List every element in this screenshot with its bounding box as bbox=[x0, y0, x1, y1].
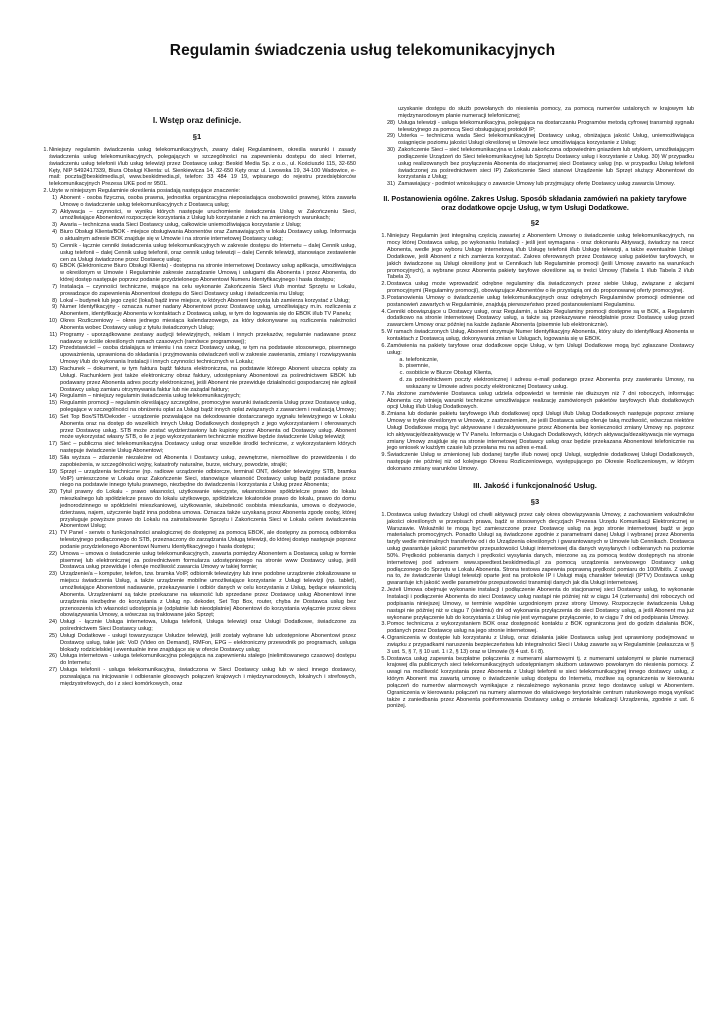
definition-item-text: Umowa – umowa o świadczenie usług telekomunikacyjnych, zawarta pomiędzy Abonentem a Dostawcą usług w formie pisemnej lub elektronicznej za pośrednictwem formularza udostępnionego na stronie www Dostawcy usług, jeśli Dostawca usług przewiduje i oferuje możliwość zawarcia Umowy w takiej formie; bbox=[60, 550, 356, 571]
list-item-text: Jeżeli Umowa obejmuje wykonanie instalacji i podłączenie Abonenta do stacjonarnej sieci Dostawcy usług, to wykonanie Instalacji i podłączenie Abonenta do sieci Dostawcy usług nastąpi nie później niż w ciągu 14 (czternastu) dni roboczych od podpisania niniejszej Umowy, w terminie wspólnie uzgodnionym przez strony Umowy. Rozpoczęcie świadczenia Usług nastąpi nie później niż w ciągu 7 (siedmiu) dni od wykonania przyłączenia do sieci Dostawcy usług, a jeśli Abonent ma już wykonane przyłączenie lub do korzystania z Usług nie jest wymagane przyłączenie, to w ciągu 7 dni od podpisania Umowy. bbox=[387, 587, 694, 621]
list-item-number: 3. bbox=[381, 621, 386, 628]
definition-item bbox=[38, 222, 356, 229]
definition-item bbox=[38, 530, 356, 551]
list-item-text: Dostawca usług świadczy Usługi od chwili aktywacji przez cały okres obowiązywania Umowy, z zachowaniem wskaźników jakości określonych w przepisach prawa, bądź w stosownych decyzjach Prezesa Urzędu Komunikacji Elektronicznej w Warszawie. Wskaźniki te mogą być zamieszczone przez Dostawcę usług na jego stronie internetowej bądź w jego materiałach promocyjnych. Ponadto Usługi są świadczone zgodnie z parametrami danej Usługi i wybranej przez Abonenta taryfy wedle minimalnych transferów od i do Urządzenia określonych i gwarantowanych w Umowie lub Cennikach. Dostawca usług gwarantuje jakość parametrów przepustowości Usługi internetowej dla danych wysyłanych i odbieranych na poziomie 50%. Prędkości pobierania danych i prędkości wysyłania danych, mierzone są za pomocą testów dostępnych na stronie internetowej pod adresem www.speedtest.beskidmedia.pl za pomocą urządzenia serwisowego Dostawcy usług podłączonego do Sprzętu w Lokalu Abonenta. Strona testowa zapewnia poprawną prędkość pomiaru do 100Mbit/s. Z uwagi na to, że świadczenie Usługi telewizji oparte jest na protokole IP i Usługi mają charakter telewizji (IPTV) Dostawca usług gwarantuje ich jakość wedle parametrów przepustowości transmisji danych jak dla Usługi internetowej. bbox=[387, 511, 694, 587]
definition-item-text: Usługi Dodatkowe - usługi towarzyszące Usłudze telewizji, jeśli zostały wybrane lub udostępnione Abonentowi przez Dostawcę usług, takie jak: VoD (Video on Demand), RMFon, EPG – elektroniczny przewodnik po programach, usługa blokady rodzicielskiej i ewentualnie inne znajdujące się w ofercie Dostawcy usług; bbox=[60, 632, 356, 653]
sub-list-item-number: d. bbox=[399, 377, 404, 384]
list-item bbox=[376, 512, 694, 587]
sub-list-item-number: b. bbox=[399, 363, 404, 370]
list-item bbox=[38, 147, 356, 188]
list-item-number: 8. bbox=[381, 411, 386, 418]
definition-item-number: 2) bbox=[52, 208, 57, 215]
definition-item bbox=[38, 284, 356, 298]
definition-item-number: 25) bbox=[48, 632, 57, 639]
definition-item-text: Usługi - łącznie Usługa internetowa, Usługa telefonii, Usługa telewizji oraz Usługi Dodatkowe, świadczone za pośrednictwem Sieci Dostawcy usług; bbox=[60, 619, 356, 633]
definition-item-text: Cennik - łącznie cenniki świadczenia usług telekomunikacyjnych w zakresie dostępu do Internetu – dalej Cennik usług, usług telefonii – dalej Cennik usług telefonii, oraz cennik usług telewizji – dalej Cennik telewizji, stanowiące zestawienie cen za Usługi świadczone przez Dostawcę usług; bbox=[60, 242, 356, 263]
sub-list-item-text: telefonicznie, bbox=[406, 356, 439, 363]
paragraph-sign-1: §1 bbox=[192, 132, 202, 141]
definition-item-number: 5) bbox=[52, 242, 57, 249]
list-item-number: 5. bbox=[381, 329, 386, 336]
definition-item-number: 13) bbox=[48, 366, 57, 372]
definition-item-number: 23) bbox=[48, 571, 57, 578]
list-item bbox=[376, 656, 694, 711]
numbered-list bbox=[376, 233, 694, 356]
list-item-text: Dostawca usług zapewnia bezpłatne połączenia z numerami alarmowymi tj. z numerami ustalonymi w planie numeracji krajowej dla publicznych sieci telekomunikacyjnych udostępnianym służbom ustawowo powołanym do niesienia pomocy. Z uwagi na możliwość korzystania przez Abonenta z Usługi telefonii w sieci telekomunikacyjnej innego dostawcy usług, z którym Abonent ma zawartą umowę o świadczenie usług dostępu do Internetu, możliwe są ograniczenia w kierowaniu połączeń do numerów alarmowych wynikające z niezależnego wykonania przez tego dostawcę usługi w Abonentem. Ograniczenia w kierowaniu połączeń na numery alarmowe do właściwego terytorialnie centrum ratunkowego mogą wynikać także z zaniedbania przez Abonenta poinformowania Dostawcy usług o zmianie lokalizacji Urządzenia, zgodnie z ust. 6 poniżej. bbox=[387, 655, 694, 710]
definition-item-number: 21) bbox=[48, 530, 57, 537]
definition-item bbox=[38, 243, 356, 264]
list-item-number: 3. bbox=[381, 294, 386, 301]
sub-list-item bbox=[376, 357, 694, 364]
definition-item bbox=[38, 304, 356, 318]
definition-item-text: TV Panel - serwis o funkcjonalności analogicznej do dostępnej za pomocą EBOK, ale dostępny za pomocą odbiornika telewizyjnego podłączonego do STB, przeznaczony do zarządzania Usługą telewizji, do której dostęp następuje poprzez podanie przydzielonego Abonentowi Numeru Identyfikacyjnego i hasła dostępu; bbox=[60, 530, 356, 550]
definition-item-text: Urządzenie/a – komputer, telefon, tzw. bramka VoIP, odbiornik telewizyjny lub inne podobne urządzenie zlokalizowane w miejscu świadczenia Usług, a także urządzenie mobilne umożliwiające korzystanie z Usługi telewizji (np. tablet), umożliwiające Abonentowi nadawanie, przekazywanie i odbiór danych w celu korzystania z Usług, będące własnością Abonenta. Urządzeniami są także przekazane na własność lub sprzedane przez Dostawcę usług Abonentowi inne urządzenia niezbędne do korzystania z Usług np. dekoder, Set Top Box, router, chyba że Dostawca usług bez przenoszenia ich własności udostępnia je (odpłatnie lub nieodpłatnie) Abonentowi do korzystania wyłącznie przez okres obowiązywania Umowy, a wówczas są traktowane jako Sprzęt; bbox=[60, 571, 356, 619]
list-item bbox=[376, 281, 694, 295]
definition-item bbox=[38, 551, 356, 572]
sub-list-item-text: za pośrednictwem poczty elektronicznej i adresu e-mail podanego przez Abonenta przy zawieraniu Umowy, na wskazany w Umowie adres poczty elektronicznej Dostawcy usług. bbox=[406, 377, 694, 390]
list-item-number: 4. bbox=[381, 308, 386, 315]
list-item bbox=[376, 587, 694, 621]
definition-item-text: Set Top Box/STB/Dekoder - urządzenie pozwalające na dekodowanie dostarczanego sygnału telewizyjnego w Lokalu Abonenta oraz na dostęp do wszelkich innych Usług Dodatkowych dostępnych z jego wykorzystaniem i oferowanych przez Dostawcę usług. STB może zostać wydzierżawiony lub kupiony przez Abonenta od Dostawcy usług. Abonent może wykorzystać własny STB, o ile z jego wykorzystaniem technicznie możliwe będzie świadczenie Usług telewizji; bbox=[60, 413, 356, 441]
definition-item bbox=[38, 195, 356, 209]
definition-item-text: Usterka – techniczna wada Sieci telekomunikacyjnej Dostawcy usług, obniżająca jakość Usług, uniemożliwiająca osiągnięcie poziomu jakości Usługi określonej w Umowie lecz umożliwiająca korzystanie z Usług; bbox=[398, 133, 694, 147]
list-item-text: Świadczenie Usług w zmienionej lub dodanej taryfie i/lub nowej opcji Usługi, względnie dodatkowej Usługi Dodatkowych, następuje nie później niż od kolejnego Okresu Rozliczeniowego, występującego po Okresie Rozliczeniowym, w którym dokonano zmiany warunków Umowy. bbox=[387, 452, 694, 472]
list-item-number: 7. bbox=[381, 390, 386, 397]
definition-item-text: Siła wyższa – zdarzenie niezależne od Abonenta i Dostawcy usług, zewnętrzne, niemożliwe do przewidzenia i do zapobieżenia, w szczególności wojny, katastrofy naturalne, burze, wichury, powodzie, strajki; bbox=[60, 454, 356, 468]
definition-item-number: 30) bbox=[386, 147, 395, 154]
definition-item-text: Zamawiający - podmiot wnioskujący o zawarcie Umowy lub przyjmujący ofertę Dostawcy usług zawarcia Umowy. bbox=[398, 181, 676, 188]
list-item-number: 2. bbox=[43, 188, 48, 195]
definition-item bbox=[38, 263, 356, 284]
list-item-number: 4. bbox=[381, 635, 386, 642]
list-item-text: Cenniki obowiązujące u Dostawcy usług, oraz Regulamin, a także Regulaminy promocji dostępne są w BOK, a Regulamin dodatkowo na stronie internetowej Dostawcy usług, a także są przekazywane nieodpłatnie przez Dostawcę usług przed zawarciem Umowy oraz później na każde żądanie Abonenta (pisemnie lub elektronicznie). bbox=[387, 308, 694, 329]
definition-item-text: Usługa telewizji - usługa telekomunikacyjna, polegająca na dostarczaniu Programów metodą cyfrowej transmisji sygnału telewizyjnego za pomocą Sieci obsługującej protokół IP; bbox=[398, 119, 694, 133]
definition-item-text: Sieć – publiczna sieć telekomunikacyjna Dostawcy usług oraz wszelkie środki techniczne, z wykorzystaniem których następuje świadczenie Usług Abonentowi; bbox=[60, 441, 356, 455]
definition-item-text: Biuro Obsługi Klienta/BOK - miejsce obsługiwania Abonentów oraz Zamawiających w lokalu Dostawcy usług. Informacja o aktualnym adresie BOK znajduje się w Umowie i na stronie internetowej Dostawcy usług; bbox=[60, 229, 356, 242]
list-item-number: 2. bbox=[381, 587, 386, 594]
list-item bbox=[38, 188, 356, 195]
list-item bbox=[376, 329, 694, 343]
numbered-list bbox=[376, 512, 694, 710]
definition-item-text: Instalacja – czynności techniczne, mające na celu wykonanie Zakończenia Sieci i/lub montaż Sprzętu w Lokalu, prowadzące do zapewnienia Abonentowi dostępu do Sieci Dostawcy usług i świadczenia mu Usług; bbox=[60, 283, 356, 297]
definition-item-number: 26) bbox=[48, 653, 57, 660]
paragraph-sign-2: §2 bbox=[530, 218, 540, 228]
definition-item-text: Awaria – techniczna wada Sieci Dostawcy usług, całkowicie uniemożliwiająca korzystanie z Usług; bbox=[60, 222, 302, 229]
list-item bbox=[376, 621, 694, 635]
list-item-text: Zmiana lub dodanie pakietu taryfowego i/lub dodatkowej opcji Usługi i/lub Usług Dodatkowych następuje poprzez zmianę Umowy w trybie określonym w Umowie, z zastrzeżeniem, że jeśli Dostawca usług oferuje taką możliwość, wówczas niektóre Usługi Dodatkowe mogą być aktywowane i dezaktywowane przez Abonenta bez konieczności zmiany Umowy np. poprzez ich aktywację/dezaktywację w TV Panelu. Informacja o Usługach Dodatkowych, których aktywacja/dezaktywacja nie wymaga zmiany Umowy znajduje się na stronie internetowej Dostawcy usług oraz będzie przekazana Abonentowi telefonicznie na jego wniosek w każdym czasie lub przesłana mu na adres e-mail. bbox=[387, 411, 694, 452]
definition-item-number: 1) bbox=[52, 194, 57, 201]
definition-item-text: Rachunek – dokument, w tym faktura bądź faktura elektroniczna, na podstawie którego Abonent uiszcza opłaty za Usługi. Rachunkiem jest także elektroniczny obraz faktury, udostępniany Abonentowi za pośrednictwem EBOK lub podawany przez Abonenta adres poczty elektronicznej, jeśli Abonent nie przewiduje działalności gospodarczej nie zgłosił Dostawcy usług zamiaru otrzymywania faktur lub nie zażądał faktury; bbox=[60, 366, 356, 393]
sub-list-item-text: osobiście w Biurze Obsługi Klienta, bbox=[406, 370, 493, 377]
list-item-text: Zamówienia na pakiety taryfowe oraz dodatkowe opcje Usług, w tym Usługi Dodatkowe mogą być zgłaszane Dostawcy usług: bbox=[387, 342, 694, 356]
definition-item-number: 14) bbox=[48, 393, 57, 400]
numbered-list bbox=[376, 391, 694, 473]
definition-item-text: Numer Identyfikacyjny - oznacza numer nadany Abonentowi przez Dostawcę usług, umożliwiający m.in. rozliczenia z Abonentem, identyfikację Abonenta w kontaktach z Dostawcą usług, w tym do logowania się do EBOK i/lub TV Panelu; bbox=[60, 304, 356, 318]
list-item-text: W ramach świadczonych Usług, Abonent otrzymuje Numer Identyfikacyjny Abonenta, który służy do identyfikacji Abonenta w kontaktach z Dostawcą usług, dokonywania zmian w Usługach, logowania się w EBOK. bbox=[387, 329, 694, 342]
definition-item-number: 24) bbox=[48, 619, 57, 626]
paragraph-sign-3: §3 bbox=[530, 496, 540, 506]
definition-item-number: 10) bbox=[48, 318, 57, 325]
definition-item bbox=[376, 133, 694, 147]
list-item-text: Na złożone zamówienie Dostawca usług udziela odpowiedzi w terminie nie dłuższym niż 7 dni roboczych, informując Abonenta czy istnieją warunki techniczne umożliwiające realizację zamówionych pakietów taryfowych i/lub dodatkowych opcji Usług i/lub Usług Dodatkowych. bbox=[387, 390, 694, 411]
definition-item-number: 28) bbox=[386, 119, 395, 126]
definition-item bbox=[376, 106, 694, 120]
definition-item-text: Usługa internetowa - usługa telekomunikacyjna polegająca na zapewnieniu stałego (nielimitowanego czasowo) dostępu do Internetu; bbox=[60, 653, 356, 667]
list-item-text: Niniejszy regulamin świadczenia usług telekomunikacyjnych, zwany dalej Regulaminem, określa warunki i zasady świadczenia usług telekomunikacyjnych, polegających w szczególności na zapewnieniu dostępu do sieci Internet, świadczeniu usług telefonii i/lub usług telewizji przez Dostawcę usług: Beskid Media Sp. z o.o., ul. Kościuszki 115, 32-650 Kęty, NIP 5492417339, Biura Obsługi Klienta: ul. Sienkiewicza 14, 32-650 Kęty oraz ul. Lwowska 19, 34-100 Wadowice, e-mail: poczta@beskidmedia.pl, www.beskidmedia.pl, telefon: 33 484 19 19, wpisanego do rejestru przedsiębiorców telekomunikacyjnych Prezesa UKE pod nr 9501. bbox=[49, 147, 356, 188]
definition-item-number: 15) bbox=[48, 400, 57, 407]
left-column bbox=[38, 112, 356, 1017]
definition-item bbox=[38, 489, 356, 530]
list-item-text: Ograniczenia w dostępie lub korzystaniu z Usług, oraz działania jakie Dostawca usług jest uprawniony podejmować w związku z przypadkami naruszenia bezpieczeństwa lub integralności Sieci i Usług zawarte są w Regulaminie (zwłaszcza w § 3 ust. 5, § 7, § 10 ust. 1 i 2, § 13) oraz w Umowie (§ 4 ust. 6 i 8). bbox=[387, 635, 694, 655]
definition-item bbox=[38, 318, 356, 332]
definition-item bbox=[38, 619, 356, 633]
definition-item-text: Zakończenie Sieci – sieć telekomunikacyjna w Lokalu zakończona odpowiednim gniazdem lub wtykiem, umożliwiającym podłączenie Urządzeń do Sieci telekomunikacyjnej lub Sprzętu Dostawcy usług i korzystanie z Usług. 30) W przypadku usług realizowanych bez przyłączenia Abonenta do stacjonarnej sieci Dostawcy usług (np. w przypadku Usług telefonii świadczonej za pośrednictwem sieci IP) Zakończenie Sieci stanowi Urządzenie lub Sprzęt służący Abonentowi do korzystania z Usług; bbox=[398, 147, 694, 181]
list-item-number: 5. bbox=[381, 655, 386, 662]
document-title: Regulamin świadczenia usług telekomunikacyjnych bbox=[169, 42, 556, 59]
definition-item-text: Aktywacja – czynności, w wyniku których następuje uruchomienie świadczenia Usług w Zakończeniu Sieci, umożliwiające Abonentowi rozpoczęcie korzystania z Usług lub korzystanie z nich na zmienionych warunkach; bbox=[60, 208, 356, 222]
list-item bbox=[376, 452, 694, 473]
definition-item-text: Regulamin – niniejszy regulamin świadczenia usług telekomunikacyjnych; bbox=[60, 393, 241, 400]
definition-item-text: Usługa telefonii - usługa telekomunikacyjna, świadczona w Sieci Dostawcy usług lub w sieci innego dostawcy, pozwalająca na inicjowanie i odbieranie głosowych połączeń krajowych i międzynarodowych, lokalnych i strefowych, międzystrefowych, do i z sieci komórkowych, oraz bbox=[60, 667, 356, 687]
definition-item bbox=[38, 667, 356, 688]
definition-item bbox=[38, 653, 356, 667]
definition-item bbox=[38, 229, 356, 243]
section-heading-1: I. Wstęp oraz definicje. bbox=[152, 116, 242, 125]
definition-item-number: 12) bbox=[48, 345, 57, 352]
definition-item bbox=[38, 414, 356, 441]
definition-item bbox=[38, 298, 356, 305]
list-item-number: 9. bbox=[381, 452, 386, 459]
definition-item bbox=[38, 393, 356, 400]
list-item bbox=[376, 391, 694, 412]
definition-item-number: 18) bbox=[48, 454, 57, 461]
list-item-number: 6. bbox=[381, 342, 386, 349]
definition-item-text: Lokal – budynek lub jego część (lokal) bądź inne miejsce, w których Abonent korzysta lub zamierza korzystać z Usług; bbox=[60, 297, 350, 304]
definition-item-text: Przedstawiciel – osoba działająca w imieniu i na rzecz Dostawcy usług, w tym na podstawie stosownego, pisemnego upoważnienia, uprawniona do składania i przyjmowania oświadczeń woli w zakresie zawierania, zmiany i rozwiązywania Umowy i/lub do wykonania Instalacji i innych czynności technicznych w Lokalu; bbox=[60, 345, 356, 366]
definition-item-number: 19) bbox=[48, 468, 57, 475]
definition-item-text: Regulamin promocji – regulamin określający szczególne, promocyjne warunki świadczenia Usług przez Dostawcę usług, polegające w szczególności na obniżeniu opłat za Usługi bądź innych opłat związanych z zawarciem i realizacją Umowy; bbox=[60, 400, 356, 414]
definition-item-number: 9) bbox=[52, 304, 57, 311]
list-item-text: Postanowienia Umowy o świadczenie usług telekomunikacyjnych oraz odrębnych Regulaminów promocji odmienne od postanowień zawartych w Regulaminie, znajdują pierwszeństwo przed postanowieniami Regulaminu. bbox=[387, 294, 694, 308]
definition-item-number: 31) bbox=[386, 181, 395, 188]
definition-item-number: 11) bbox=[49, 331, 57, 338]
definition-item-text: Abonent - osoba fizyczna, osoba prawna, jednostka organizacyjna nieposiadająca osobowości prawnej, która zawarła Umowę o świadczenie usług telekomunikacyjnych z Dostawcą usług; bbox=[60, 194, 356, 208]
definition-item-number: 4) bbox=[52, 229, 57, 236]
list-item-number: 2. bbox=[381, 281, 386, 288]
definition-item bbox=[38, 571, 356, 619]
list-item bbox=[376, 295, 694, 309]
sub-list-item-number: c. bbox=[399, 370, 404, 377]
section-heading-2: II. Postanowienia ogólne. Zakres Usług. Sposób składania zamówień na pakiety taryfowe oraz dodatkowe opcje Usług, w tym Usługi Dodatkowe. bbox=[383, 194, 687, 212]
list-item bbox=[376, 635, 694, 656]
definition-item-number: 29) bbox=[386, 133, 395, 140]
list-item-text: Pomoc techniczna z wykorzystaniem BOK oraz dostępność kontaktu z BOK ograniczona jest do godzin działania BOK, podanych przez Dostawcę usług na jego stronie internetowej. bbox=[387, 621, 694, 635]
definition-item-number: 27) bbox=[48, 667, 57, 674]
definition-item-number: 17) bbox=[48, 441, 57, 448]
definition-item-text: Programy - uporządkowane zestawy audycji telewizyjnych, reklam i innych przekazów, regularnie nadawane przez nadawcę w ściśle określonych ramach czasowych (ramówce programowej); bbox=[60, 331, 356, 345]
definition-item bbox=[38, 400, 356, 414]
sub-list-item-text: pisemnie, bbox=[406, 363, 430, 370]
definition-item-text: Sprzęt – urządzenia techniczne (np. radiowe urządzenie odbiorcze, terminal ONT, dekoder telewizyjny STB, bramka VoIP) umieszczone w Lokalu oraz Zakończenie Sieci, stanowiące własność Dostawcy usług bądź posiadane przez niego na podstawie innego tytułu prawnego, niezbędne do świadczenia i korzystania z Usług przez Abonenta; bbox=[60, 468, 356, 489]
definitions-list bbox=[38, 195, 356, 688]
list-item-number: 1. bbox=[381, 511, 386, 518]
sub-list-item-number: a. bbox=[399, 356, 404, 363]
definition-item-number: 7) bbox=[52, 283, 57, 290]
list-item bbox=[376, 233, 694, 281]
list-item-number: 1. bbox=[381, 233, 386, 240]
list-item bbox=[376, 343, 694, 357]
list-item-text: Niniejszy Regulamin jest integralną częścią zawartej z Abonentem Umowy o świadczenie usług telekomunikacyjnych, na mocy której Dostawca usług, po wykonaniu Instalacji - jeśli jest wymagana - oraz dokonaniu Aktywacji, świadczy na rzecz Abonenta, wedle jego wyboru Usługę internetową i/lub Usługę telefonii i/lub Usługę telewizji, a także ewentualnie Usługi Dodatkowe, jeśli Abonent z nich zamierza korzystać. Zakres oferowanych przez Dostawcę usług pakietów taryfowych, w jakich świadczone są Usługi określony jest w Cennikach lub Regulaminie promocji (jeśli Umowę zawarto na warunkach promocyjnych), a wybrane przez Abonenta pakiety taryfowe określone są w treści Umowy (Tabela 1 i/lub Tabela 2 i/lub Tabela 3). bbox=[387, 233, 694, 281]
definition-item bbox=[38, 455, 356, 469]
definition-item bbox=[376, 147, 694, 181]
definition-item bbox=[38, 469, 356, 490]
definition-item-text: uzyskanie dostępu do służb powołanych do niesienia pomocy, za pomocą numerów ustalonych w krajowym lub międzynarodowym planie numeracji telefonicznej; bbox=[398, 106, 694, 119]
sub-list-item bbox=[376, 363, 694, 370]
definition-item-number: 8) bbox=[52, 297, 57, 304]
definition-item bbox=[38, 633, 356, 654]
sub-list bbox=[376, 357, 694, 391]
list-item-text: Użyte w niniejszym Regulaminie określenia posiadają następujące znaczenie: bbox=[49, 188, 241, 195]
list-item bbox=[376, 309, 694, 330]
sub-list-item bbox=[376, 370, 694, 377]
definition-item bbox=[38, 209, 356, 223]
definition-item-number: 6) bbox=[52, 263, 57, 270]
definition-item-text: Tytuł prawny do Lokalu - prawo własności, użytkowanie wieczyste, własnościowe spółdzielcze prawo do lokalu mieszkalnego lub spółdzielcze prawo do lokalu użytkowego, spółdzielcze lokatorskie prawo do lokalu, prawo do domu jednorodzinnego w spółdzielni mieszkaniowej, użytkowanie, służebność osobista mieszkania, umowa o dożywocie, dzierżawa, najem, użyczenie bądź inna podobna umowa. Oznacza także uzyskaną przez Abonenta zgodę osoby, której przysługuje powyższe prawo do Lokalu na zainstalowanie Sprzętu i Zakończenia Sieci w Lokalu celem świadczenia Abonentowi Usług; bbox=[60, 489, 356, 530]
definition-item-number: 20) bbox=[48, 489, 57, 496]
definition-item-text: EBOK (Elektroniczne Biuro Obsługi Klienta) - dostępna na stronie internetowej Dostawcy usług aplikacja, umożliwiająca w określonym w Umowie i Regulaminie zakresie zarządzanie Umową i usługami dla Abonenta i przez Abonenta, do której dostęp następuje poprzez podanie przydzielonego Abonentowi Numeru Identyfikacyjnego i hasła dostępu; bbox=[60, 263, 356, 284]
definition-item bbox=[38, 366, 356, 393]
sub-list-item bbox=[376, 377, 694, 391]
list-item-number: 1. bbox=[43, 147, 48, 153]
list-item-text: Dostawca usług może wprowadzić odrębne regulaminy dla świadczonych przez siebie Usług, związane z akcjami promocyjnymi (Regulaminy promocji), obowiązujące Abonentów o ile przystąpią oni do proponowanej oferty promocyjnej. bbox=[387, 281, 694, 295]
definition-item-number: 16) bbox=[48, 413, 57, 420]
definition-item bbox=[376, 120, 694, 134]
definition-item bbox=[376, 181, 694, 188]
section-heading-3: III. Jakość i funkcjonalność Usług. bbox=[473, 480, 597, 490]
list-item bbox=[376, 411, 694, 452]
right-column bbox=[376, 106, 694, 1018]
definition-item-number: 22) bbox=[48, 550, 57, 557]
definition-item bbox=[38, 441, 356, 455]
definition-item bbox=[38, 345, 356, 366]
definition-item-number: 3) bbox=[52, 222, 57, 229]
definition-item-text: Okres Rozliczeniowy – okres jednego miesiąca kalendarzowego, za który dokonywane są rozliczenia należności Abonenta wobec Dostawcy usług z tytułu świadczonych Usług; bbox=[60, 318, 356, 331]
definitions-list-continued bbox=[376, 106, 694, 188]
numbered-list bbox=[38, 147, 356, 195]
definition-item bbox=[38, 332, 356, 346]
